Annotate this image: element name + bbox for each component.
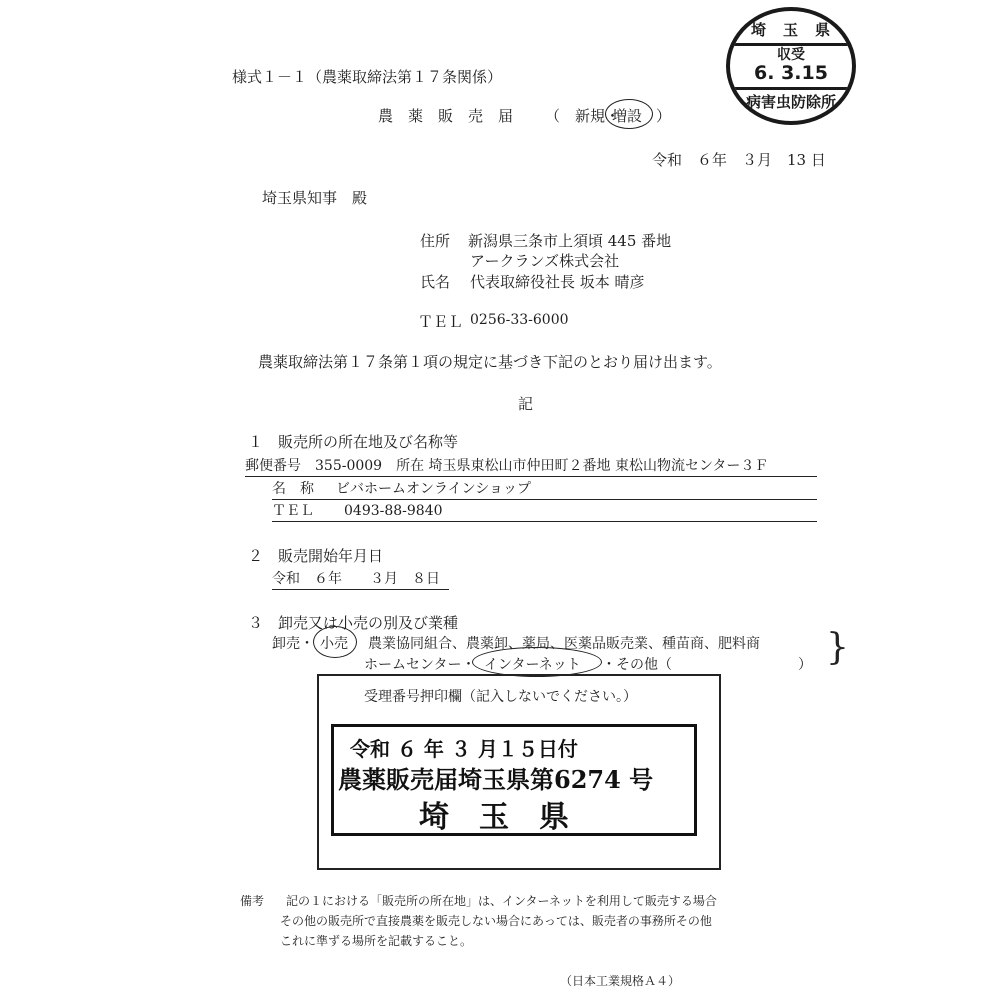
section2-heading: ２ 販売開始年月日	[248, 547, 384, 565]
section1-tel-value: 0493-88-9840	[344, 503, 443, 519]
addressee: 埼玉県知事 殿	[262, 189, 368, 207]
received-stamp	[726, 7, 856, 125]
document-title: 農 薬 販 売 届	[378, 107, 514, 125]
address-label: 住所	[420, 232, 451, 250]
section3-wholesale: 卸売・	[272, 636, 314, 652]
section3-brace: }	[826, 627, 849, 668]
section1-name-label: 名 称	[272, 481, 314, 497]
tel-value: 0256-33-6000	[470, 312, 569, 328]
title-option-close: ）	[656, 107, 672, 125]
stamp-office: 病害虫防除所	[745, 93, 836, 111]
retail-selection-circle	[313, 626, 357, 658]
section3-internet: インターネット	[484, 657, 581, 673]
section1-name-row	[272, 479, 817, 500]
name-value: 代表取締役社長 坂本 晴彦	[470, 273, 645, 291]
name-label: 氏名	[420, 273, 451, 291]
notes-line1: 記の１における「販売所の所在地」は、インターネットを利用して販売する場合	[286, 894, 717, 908]
selection-circle	[605, 99, 653, 129]
stamp-date: 6. 3.15	[754, 62, 828, 84]
section3-heading: ３ 卸売又は小売の別及び業種	[248, 614, 459, 632]
notes-line3: これに準ずる場所を記載すること。	[280, 934, 473, 948]
section3-home-center: ホームセンター・	[364, 657, 476, 673]
notes-line2: その他の販売所で直接農薬を販売しない場合にあっては、販売者の事務所その他	[280, 914, 712, 928]
tel-label: ＴＥＬ	[418, 313, 464, 331]
submission-date: 令和 ６年 ３月 13 日	[652, 151, 826, 169]
section1-postal-line: 郵便番号 355-0009 所在 埼玉県東松山市仲田町２番地 東松山物流センター３Ｆ	[245, 456, 817, 477]
receipt-number: 農薬販売届埼玉県第6274 号	[338, 765, 654, 794]
paper-size-note: （日本工業規格Ａ４）	[560, 974, 681, 988]
stamp-prefecture: 埼 玉 県	[750, 21, 831, 39]
ki-mark: 記	[518, 395, 534, 413]
internet-selection-circle	[472, 647, 602, 677]
title-option-selected: 増設	[612, 107, 643, 125]
section1-tel-label: ＴＥＬ	[272, 503, 314, 519]
section3-other: ・その他（ ）	[602, 657, 812, 673]
section2-start-date: 令和 ６年 ３月 ８日	[272, 569, 449, 590]
title-option-open: （ 新規・	[545, 107, 621, 125]
notes-label: 備考	[240, 894, 265, 908]
company-name: アークランズ株式会社	[470, 252, 620, 270]
address-value: 新潟県三条市上須頃 445 番地	[468, 232, 672, 250]
statement: 農薬取締法第１７条第１項の規定に基づき下記のとおり届け出ます。	[258, 353, 722, 371]
section1-name-value: ビバホームオンラインショップ	[336, 481, 531, 497]
section3-retail: 小売	[320, 636, 348, 652]
form-reference: 様式１－１（農薬取締法第１７条関係）	[232, 68, 503, 86]
stamp-received-label: 収受	[777, 47, 805, 63]
section1-heading: １ 販売所の所在地及び名称等	[248, 433, 459, 451]
receipt-date: 令和 ６ 年 ３ 月１５日付	[350, 737, 578, 761]
section3-types-line1: 農業協同組合、農薬卸、薬局、医薬品販売業、種苗商、肥料商	[368, 636, 760, 652]
section1-tel-row	[272, 501, 817, 522]
receipt-header: 受理番号押印欄（記入しないでください。）	[364, 689, 637, 705]
receipt-prefecture: 埼 玉 県	[419, 800, 569, 835]
